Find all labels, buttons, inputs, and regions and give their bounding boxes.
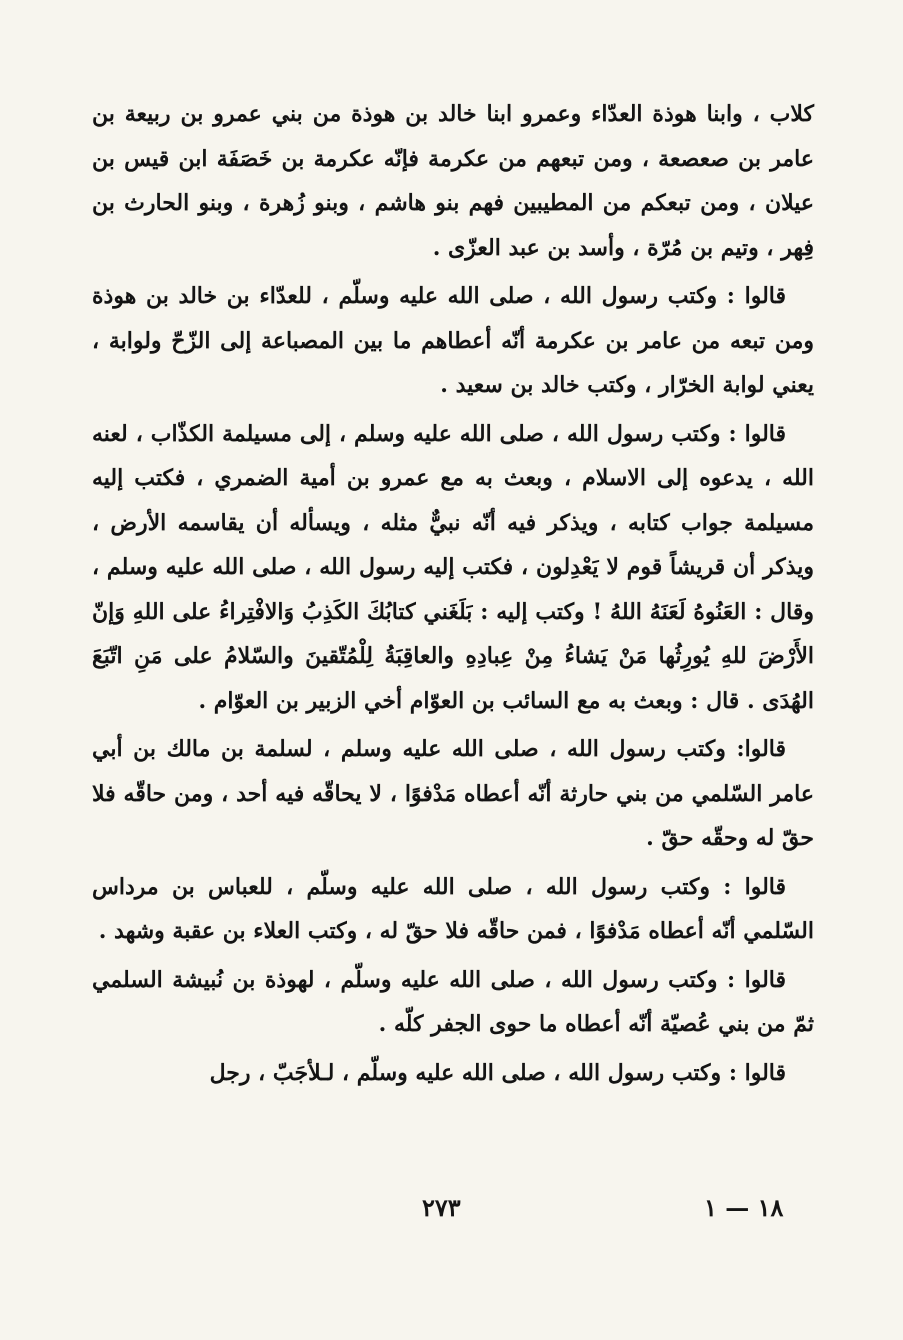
paragraph-6: قالوا : وكتب رسول الله ، صلى الله عليه وسلّم ، لهوذة بن نُبيشة السلمي ثمّ من بني عُصيّة أنّه أعطاه ما حوى الجفر كلّه . <box>92 966 814 1037</box>
paragraph-5: قالوا : وكتب رسول الله ، صلى الله عليه وسلّم ، للعباس بن مرداس السّلمي أنّه أعطاه مَدْفوًا ، فمن حاقّه فلا حقّ له ، وكتب العلاء بن عقبة وشهد . <box>92 873 814 944</box>
page-footer <box>92 1193 814 1233</box>
paragraph-2: قالوا : وكتب رسول الله ، صلى الله عليه وسلّم ، للعدّاء بن خالد بن هوذة ومن تبعه من عامر بن عكرمة أنّه أعطاهم ما بين المصباعة إلى الزّحّ ولوابة ، يعني لوابة الخرّار ، وكتب خالد بن سعيد . <box>92 283 814 398</box>
paragraph-7: قالوا : وكتب رسول الله ، صلى الله عليه وسلّم ، لـلأجَبّ ، رجل <box>209 1059 786 1086</box>
main-text <box>92 92 814 1095</box>
paragraph-1: كلاب ، وابنا هوذة العدّاء وعمرو ابنا خالد بن هوذة من بني عمرو بن ربيعة بن عامر بن صعصعة ، ومن تبعهم من عكرمة فإنّه عكرمة بن خَصَفَة ابن قيس بن عيلان ، ومن تبعكم من المطيبين فهم بنو هاشم ، وبنو زُهرة ، وبنو الحارث بن فِهر ، وتيم بن مُرّة ، وأسد بن عبد العزّى . <box>92 101 814 261</box>
signature-mark: ١٨ — ١ <box>704 1193 784 1222</box>
paragraph-4: قالوا: وكتب رسول الله ، صلى الله عليه وسلم ، لسلمة بن مالك بن أبي عامر السّلمي من بني حارثة أنّه أعطاه مَدْفوًا ، لا يحاقّه فيه أحد ، ومن حاقّه فلا حقّ له وحقّه حقّ . <box>92 736 814 851</box>
page-number: ٢٧٣ <box>422 1193 461 1222</box>
paragraph-3: قالوا : وكتب رسول الله ، صلى الله عليه وسلم ، إلى مسيلمة الكذّاب ، لعنه الله ، يدعوه إلى الاسلام ، وبعث به مع عمرو بن أمية الضمري ، فكتب إليه مسيلمة جواب كتابه ، ويذكر فيه أنّه نبيٌّ مثله ، ويسأله أن يقاسمه الأرض ، ويذكر أن قريشاً قوم لا يَعْدِلون ، فكتب إليه رسول الله ، صلى الله عليه وسلم ، وقال : العَنُوهُ لَعَنَهُ اللهُ ! وكتب إليه : بَلَغَني كتابُكَ الكَذِبُ وَالافْتِراءُ على اللهِ وَإنّ الأَرْضَ للهِ يُورِثُها مَنْ يَشاءُ مِنْ عِبادِهِ والعاقِبَةُ لِلْمُتّقينَ والسّلامُ على مَنِ اتّبَعَ الهُدَى . قال : وبعث به مع السائب بن العوّام أخي الزبير بن العوّام . <box>92 420 814 714</box>
